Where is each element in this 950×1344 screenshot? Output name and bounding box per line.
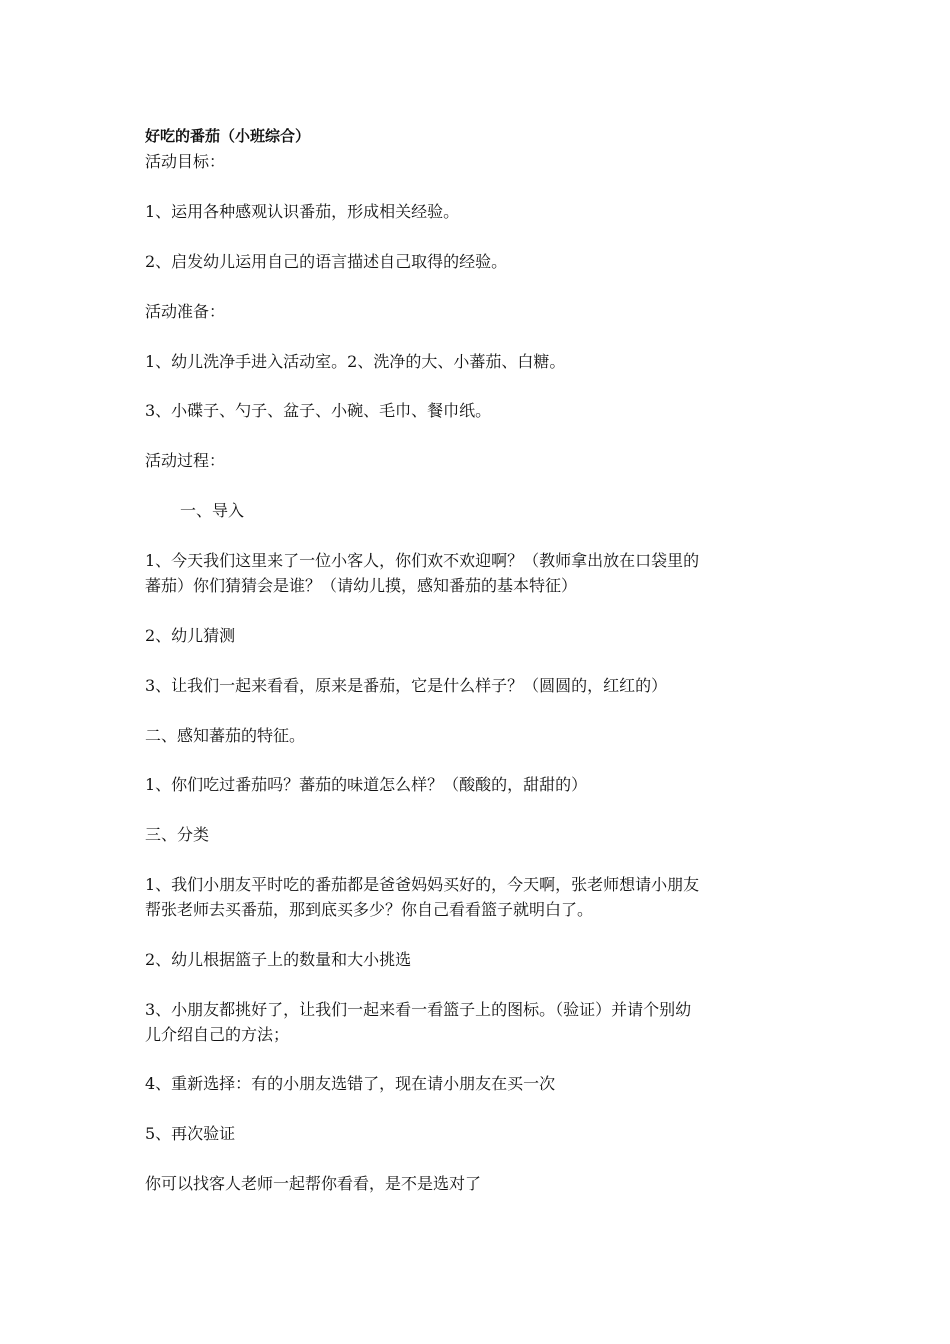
classify-step-3-line-2: 儿介绍自己的方法； [145, 1025, 290, 1044]
section-classification: 三、分类 [145, 825, 210, 844]
preparation-item-3: 3、小碟子、勺子、盆子、小碗、毛巾、餐巾纸。 [145, 401, 492, 420]
intro-step-3: 3、让我们一起来看看，原来是番茄，它是什么样子？（圆圆的，红红的） [145, 676, 668, 695]
document-title: 好吃的番茄（小班综合） [145, 127, 311, 145]
heading-activity-goals: 活动目标： [145, 152, 226, 171]
goal-item-1: 1、运用各种感观认识番茄，形成相关经验。 [145, 202, 460, 221]
heading-activity-process: 活动过程： [145, 451, 226, 470]
classify-step-1-line-2: 帮张老师去买番茄，那到底买多少？你自己看看篮子就明白了。 [145, 900, 594, 919]
intro-step-1-line-1: 1、今天我们这里来了一位小客人，你们欢不欢迎啊？（教师拿出放在口袋里的 [145, 551, 700, 570]
heading-activity-preparation: 活动准备： [145, 302, 226, 321]
section-perceive-features: 二、感知蕃茄的特征。 [145, 726, 306, 745]
intro-step-2: 2、幼儿猜测 [145, 626, 236, 645]
classify-step-3-line-1: 3、小朋友都挑好了，让我们一起来看一看篮子上的图标。（验证）并请个别幼 [145, 1000, 692, 1019]
intro-step-1-line-2: 蕃茄）你们猜猜会是谁？（请幼儿摸，感知番茄的基本特征） [145, 576, 578, 595]
closing-line: 你可以找客人老师一起帮你看看，是不是选对了 [145, 1174, 482, 1193]
classify-step-5: 5、再次验证 [145, 1124, 236, 1143]
perceive-step-1: 1、你们吃过番茄吗？蕃茄的味道怎么样？（酸酸的，甜甜的） [145, 775, 588, 794]
classify-step-1-line-1: 1、我们小朋友平时吃的番茄都是爸爸妈妈买好的，今天啊，张老师想请小朋友 [145, 875, 700, 894]
section-introduction: 一、导入 [180, 501, 245, 520]
goal-item-2: 2、启发幼儿运用自己的语言描述自己取得的经验。 [145, 252, 508, 271]
classify-step-4: 4、重新选择：有的小朋友选错了，现在请小朋友在买一次 [145, 1074, 556, 1093]
classify-step-2: 2、幼儿根据篮子上的数量和大小挑选 [145, 950, 412, 969]
preparation-item-1: 1、幼儿洗净手进入活动室。2、洗净的大、小蕃茄、白糖。 [145, 352, 566, 371]
